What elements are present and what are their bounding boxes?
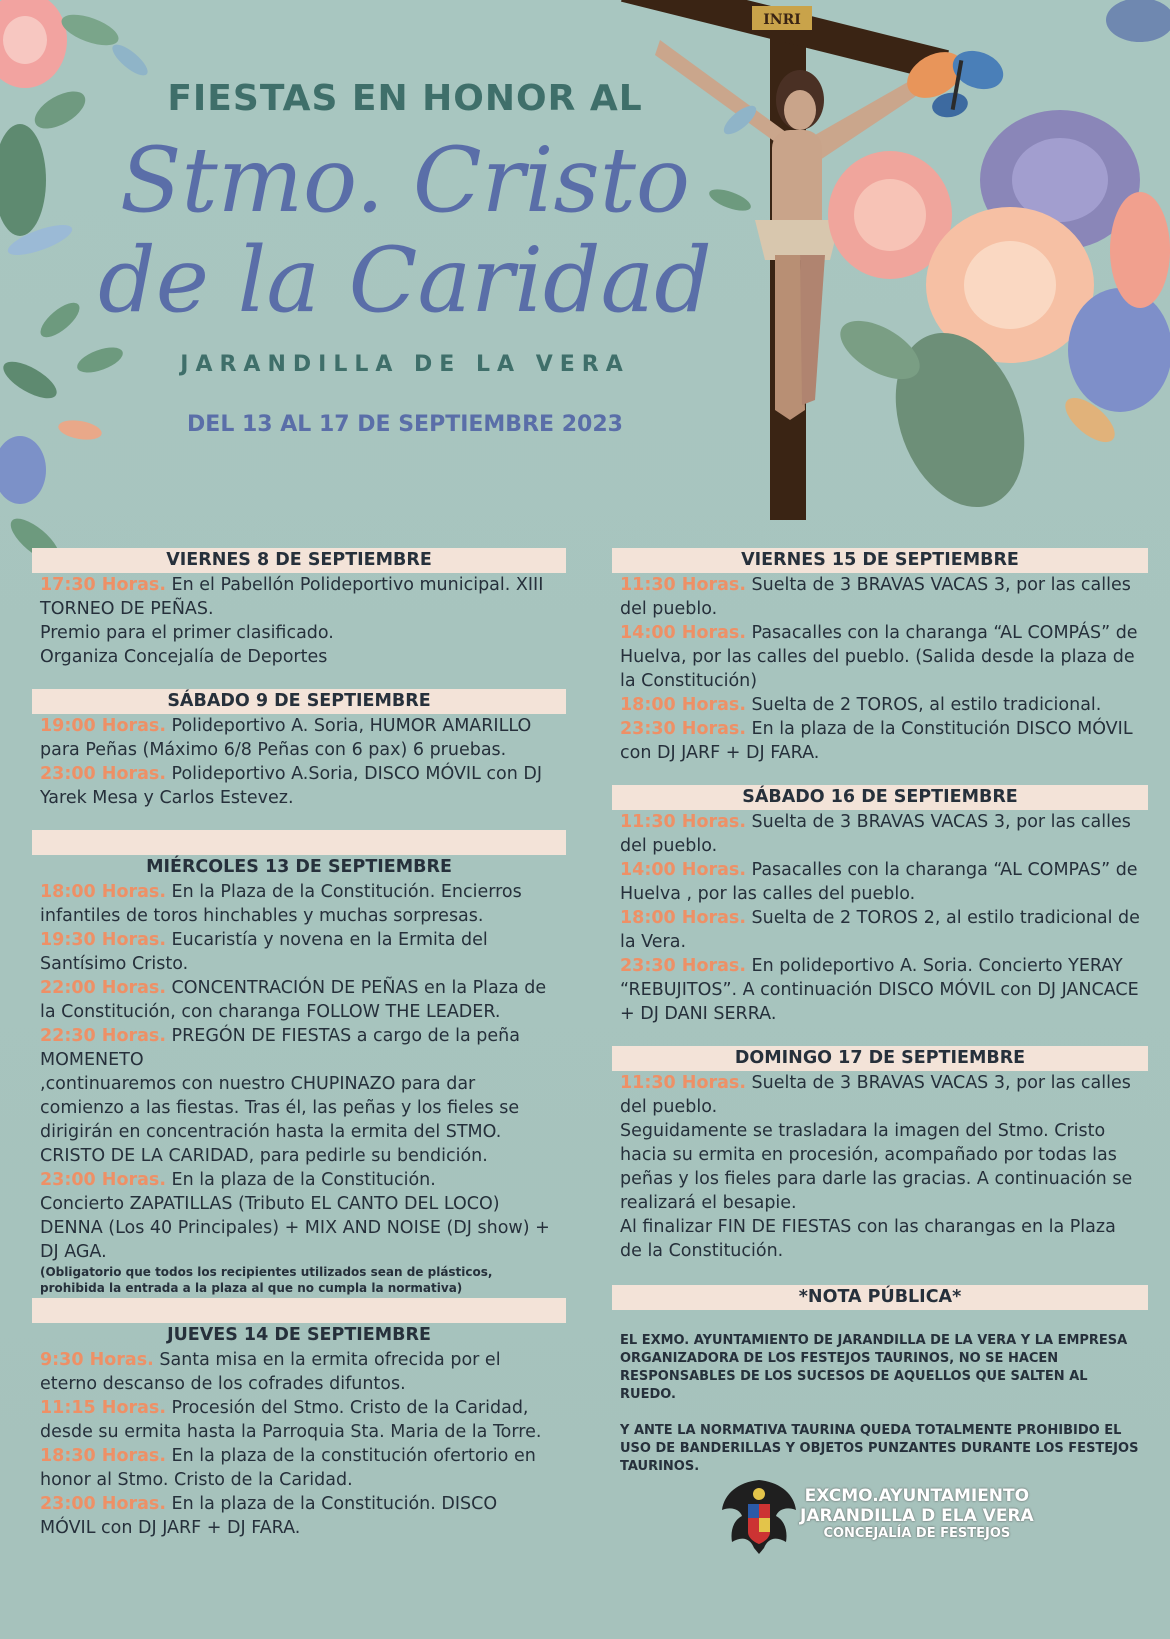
event-time: 23:00 Horas. [40,764,166,784]
event-time: 23:00 Horas. [40,1170,166,1190]
event-text: Suelta de 2 TOROS 2, al estilo tradicional de la Vera. [620,908,1140,952]
event-block [32,762,566,810]
event-text: Suelta de 2 TOROS, al estilo tradicional. [745,695,1102,715]
pre-title: FIESTAS EN HONOR AL [167,78,643,119]
event-time: 18:30 Horas. [40,1446,166,1466]
blank-header-bar [32,830,566,855]
event-block [612,693,1148,717]
event-time: 19:00 Horas. [40,716,166,736]
event-line: Organiza Concejalía de Deportes [40,647,328,667]
event-text: PREGÓN DE FIESTAS a cargo de la peña MOMENETO [40,1026,520,1070]
day-header-sabado-9: SÁBADO 9 DE SEPTIEMBRE [32,689,566,714]
event-time: 22:30 Horas. [40,1026,166,1046]
event-block [32,1348,566,1396]
event-block [612,621,1148,693]
day-header-viernes-8: VIERNES 8 DE SEPTIEMBRE [32,548,566,573]
event-line: Premio para el primer clasificado. [40,623,334,643]
event-block [32,573,566,621]
event-text: En la plaza de la constitución ofertorio en honor al Stmo. Cristo de la Caridad. [40,1446,536,1490]
event-block [32,976,566,1024]
event-text: En la Plaza de la Constitución. Encierros infantiles de toros hinchables y muchas sorpresas. [40,882,522,926]
event-block [32,1024,566,1072]
event-time: 11:30 Horas. [620,812,746,832]
inri-sign: INRI [763,12,801,28]
event-line: Seguidamente se trasladara la imagen del Stmo. Cristo hacia su ermita en procesión, acompañado por todas las peñas y los fieles para darle las gracias. A continuación se realizará el besapie. [620,1121,1133,1213]
event-time: 18:00 Horas. [40,882,166,902]
event-text: Suelta de 3 BRAVAS VACAS 3, por las calles del pueblo. [620,575,1131,619]
footer-line1: EXCMO.AYUNTAMIENTO [804,1486,1030,1506]
left-column [32,548,566,1540]
event-time: 14:00 Horas. [620,860,746,880]
event-time: 18:00 Horas. [620,695,746,715]
event-block [612,906,1148,954]
event-time: 17:30 Horas. [40,575,166,595]
event-block [32,714,566,762]
event-block [32,1444,566,1492]
event-time: 22:00 Horas. [40,978,166,998]
event-block [32,1492,566,1540]
event-text: Pasacalles con la charanga “AL COMPAS” de Huelva , por las calles del pueblo. [620,860,1138,904]
event-text: Suelta de 3 BRAVAS VACAS 3, por las calles del pueblo. [620,812,1131,856]
event-time: 23:00 Horas. [40,1494,166,1514]
nota-paragraph-2: Y ANTE LA NORMATIVA TAURINA QUEDA TOTALMENTE PROHIBIDO EL USO DE BANDERILLAS Y OBJETOS PUNZANTES DURANTE LOS FESTEJOS TAURINOS. [620,1423,1139,1474]
event-block [32,880,566,928]
nota-paragraph-1: EL EXMO. AYUNTAMIENTO DE JARANDILLA DE LA VERA Y LA EMPRESA ORGANIZADORA DE LOS FESTEJOS TAURINOS, NO SE HACEN RESPONSABLES DE LOS SUCESOS DE AQUELLOS QUE SALTEN AL RUEDO. [620,1333,1128,1402]
event-time: 23:30 Horas. [620,719,746,739]
event-dates: DEL 13 AL 17 DE SEPTIEMBRE 2023 [187,412,623,437]
event-block [32,928,566,976]
event-text: Pasacalles con la charanga “AL COMPÁS” de Huelva, por las calles del pueblo. (Salida desde la plaza de la Constitución) [620,623,1138,691]
event-text: Polideportivo A. Soria, HUMOR AMARILLO para Peñas (Máximo 6/8 Peñas con 6 pax) 6 pruebas. [40,716,532,760]
event-time: 23:30 Horas. [620,956,746,976]
event-text: En polideportivo A. Soria. Concierto YERAY “REBUJITOS”. A continuación DISCO MÓVIL con DJ JANCACE + DJ DANI SERRA. [620,956,1139,1024]
day-header-miercoles-13: MIÉRCOLES 13 DE SEPTIEMBRE [146,857,452,877]
right-column [612,548,1148,1476]
event-block [612,810,1148,858]
event-line: Concierto ZAPATILLAS (Tributo EL CANTO DEL LOCO) DENNA (Los 40 Principales) + MIX AND NOISE (DJ show) + DJ AGA. [40,1194,550,1262]
event-text: Procesión del Stmo. Cristo de la Caridad, desde su ermita hasta la Parroquia Sta. Maria de la Torre. [40,1398,542,1442]
event-line: Al finalizar FIN DE FIESTAS con las charangas en la Plaza de la Constitución. [620,1217,1116,1261]
event-text: En la plaza de la Constitución. DISCO MÓVIL con DJ JARF + DJ FARA. [40,1494,498,1538]
footer-credits [800,1486,1034,1541]
blank-header-bar [32,1298,566,1323]
event-time: 11:15 Horas. [40,1398,166,1418]
event-note: (Obligatorio que todos los recipientes utilizados sean de plásticos, prohibida la entrada a la plaza al que no cumpla la normativa) [40,1265,493,1295]
day-header-viernes-15: VIERNES 15 DE SEPTIEMBRE [612,548,1148,573]
event-time: 19:30 Horas. [40,930,166,950]
event-block [32,1168,566,1192]
script-title-line2: de la Caridad [98,228,712,333]
event-block [612,954,1148,1026]
event-time: 9:30 Horas. [40,1350,154,1370]
town-name: JARANDILLA DE LA VERA [180,352,630,377]
nota-publica-header: *NOTA PÚBLICA* [612,1285,1148,1310]
event-block [612,858,1148,906]
event-text: CONCENTRACIÓN DE PEÑAS en la Plaza de la Constitución, con charanga FOLLOW THE LEADER. [40,978,547,1022]
event-block [612,1071,1148,1119]
event-text: Eucaristía y novena en la Ermita del Santísimo Cristo. [40,930,488,974]
event-text: En el Pabellón Polideportivo municipal. XIII TORNEO DE PEÑAS. [40,575,544,619]
day-header-domingo-17: DOMINGO 17 DE SEPTIEMBRE [612,1046,1148,1071]
event-block [612,717,1148,765]
event-block [32,1396,566,1444]
event-block [612,573,1148,621]
event-text: En la plaza de la Constitución. [165,1170,436,1190]
event-time: 11:30 Horas. [620,1073,746,1093]
event-text: Polideportivo A.Soria, DISCO MÓVIL con DJ Yarek Mesa y Carlos Estevez. [40,764,543,808]
footer-line2: JARANDILLA D ELA VERA [800,1506,1034,1526]
event-text: Suelta de 3 BRAVAS VACAS 3, por las calles del pueblo. [620,1073,1131,1117]
day-header-sabado-16: SÁBADO 16 DE SEPTIEMBRE [612,785,1148,810]
day-header-jueves-14: JUEVES 14 DE SEPTIEMBRE [167,1325,431,1345]
script-title-line1: Stmo. Cristo [119,128,691,233]
event-text: En la plaza de la Constitución DISCO MÓVIL con DJ JARF + DJ FARA. [620,719,1133,763]
coat-of-arms-icon [718,1476,800,1558]
event-text: Santa misa en la ermita ofrecida por el eterno descanso de los cofrades difuntos. [40,1350,501,1394]
footer-line3: CONCEJALÍA DE FESTEJOS [823,1526,1011,1541]
event-time: 11:30 Horas. [620,575,746,595]
event-time: 18:00 Horas. [620,908,746,928]
event-line: ,continuaremos con nuestro CHUPINAZO para dar comienzo a las fiestas. Tras él, las peñas y los fieles se dirigirán en concentración hasta la ermita del STMO. CRISTO DE LA CARIDAD, para pedirle su bendición. [40,1074,520,1166]
event-time: 14:00 Horas. [620,623,746,643]
